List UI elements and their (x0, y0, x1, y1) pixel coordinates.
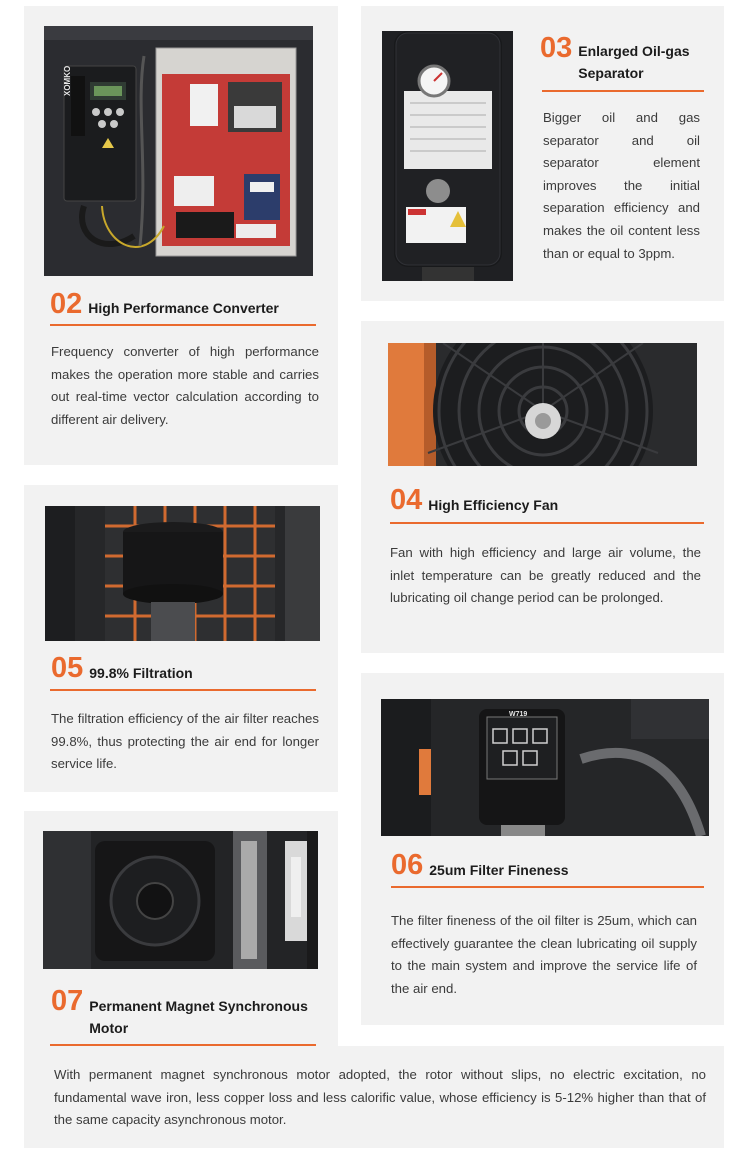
feature-description-06: The filter fineness of the oil filter is 25um, which can effectively guarantee the clean lubricating oil supply to the main system and improve the service life of the air end. (391, 913, 697, 996)
feature-title-07-line1: Permanent Magnet Synchronous (89, 998, 308, 1014)
converter-photo (44, 26, 313, 276)
fan-photo (388, 343, 697, 466)
feature-description-05: The filtration efficiency of the air filter reaches 99.8%, thus protecting the air end for longer service life. (51, 711, 319, 772)
feature-number-07: 07 (51, 985, 84, 1017)
feature-rule-07 (50, 1044, 316, 1046)
air-filter-photo (45, 506, 320, 641)
feature-number-04: 04 (390, 484, 423, 516)
feature-number-03: 03 (540, 32, 573, 64)
feature-heading-03 (540, 33, 698, 84)
feature-heading-05 (51, 653, 193, 693)
feature-heading-02 (50, 289, 279, 327)
motor-illustration (43, 831, 318, 969)
feature-title-02: High Performance Converter (88, 300, 279, 316)
feature-title-05: 99.8% Filtration (89, 665, 193, 681)
feature-title-06: 25um Filter Fineness (429, 862, 569, 878)
converter-panel-illustration (44, 26, 313, 276)
feature-heading-04 (390, 485, 558, 525)
feature-description-04: Fan with high efficiency and large air volume, the inlet temperature can be greatly reduced and the lubricating oil change period can be prolonged. (390, 545, 701, 606)
feature-title-07 (89, 995, 308, 1039)
feature-description-07: With permanent magnet synchronous motor adopted, the rotor without slips, no electric excitation, no fundamental wave iron, less copper loss and less calorific value, whose efficiency is 5-12% higher than that of the same capacity asynchronous motor. (54, 1067, 706, 1128)
feature-number-06: 06 (391, 849, 424, 881)
feature-rule-03 (542, 90, 704, 92)
feature-title-03: Enlarged Oil-gas Separator (578, 43, 690, 81)
oil-filter-illustration (381, 699, 709, 836)
feature-number-05: 05 (51, 652, 84, 684)
air-filter-illustration (45, 506, 320, 641)
feature-description-02: Frequency converter of high performance makes the operation more stable and carries out real-time vector calculation according to different air delivery. (51, 344, 319, 427)
separator-photo (382, 31, 513, 281)
feature-title-07-line2: Motor (89, 1020, 129, 1036)
motor-photo (43, 831, 318, 969)
feature-rule-04 (390, 522, 704, 524)
feature-rule-06 (391, 886, 704, 888)
feature-description-03: Bigger oil and gas separator and oil separator element improves the initial separation efficiency and makes the oil content less than or equal to 3ppm. (543, 110, 700, 261)
feature-rule-02 (50, 324, 316, 326)
fan-illustration (388, 343, 697, 466)
feature-heading-07 (51, 986, 308, 1039)
feature-rule-05 (50, 689, 316, 691)
feature-title-04: High Efficiency Fan (428, 497, 559, 513)
feature-number-02: 02 (50, 288, 83, 320)
oil-filter-label-text: W719 (509, 711, 528, 718)
converter-brand-text: XOMKO (63, 65, 72, 96)
oil-filter-photo (381, 699, 709, 836)
feature-heading-06 (391, 850, 569, 890)
separator-tank-illustration (382, 31, 513, 281)
